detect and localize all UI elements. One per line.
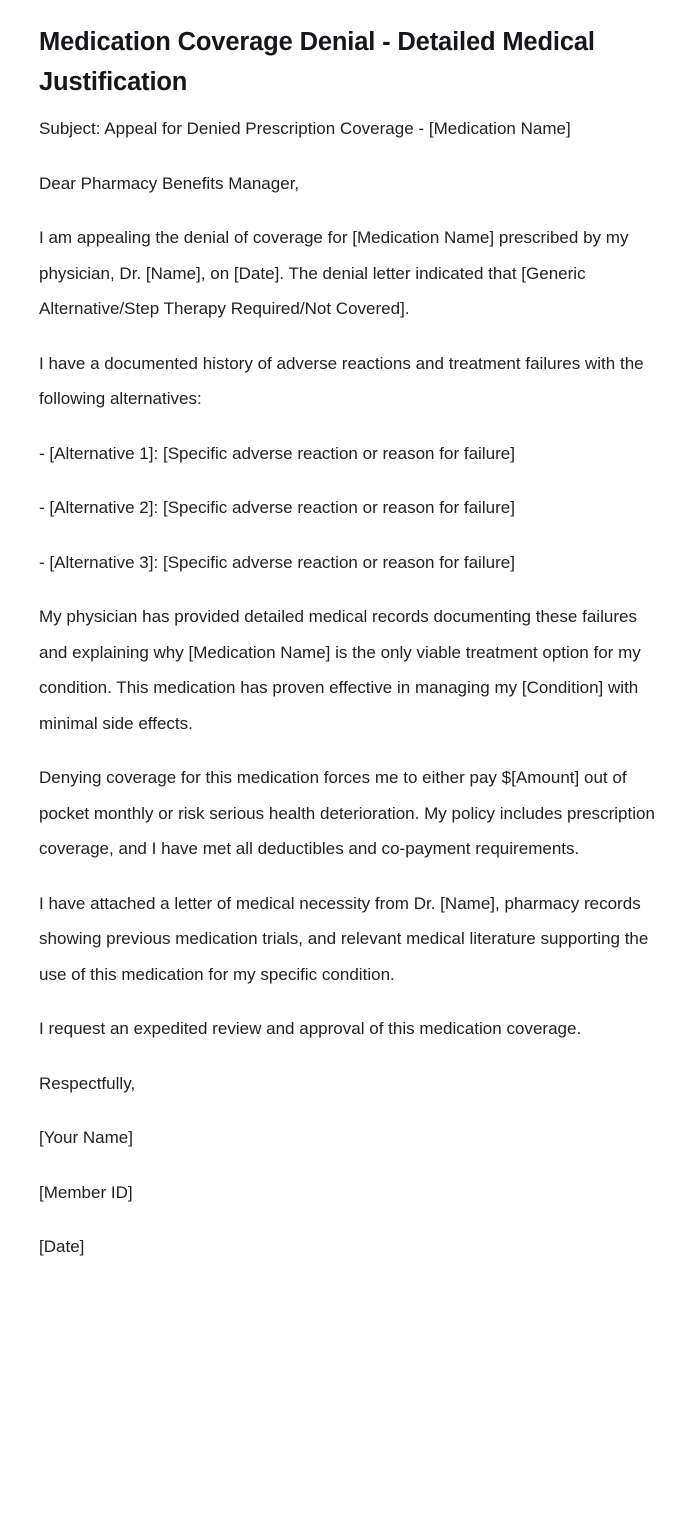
page-title: Medication Coverage Denial - Detailed Medical Justification — [39, 28, 595, 96]
paragraph-closing: Respectfully, — [39, 1073, 136, 1093]
paragraph-financial-impact: Denying coverage for this medication forces me to either pay $[Amount] out of pocket monthly or risk serious health deterioration. My policy includes prescription coverage, and I have met all deductibles and co-payment requirements. — [39, 768, 655, 858]
paragraph-attachments: I have attached a letter of medical necessity from Dr. [Name], pharmacy records showing previous medication trials, and relevant medical literature supporting the use of this medication for my specific condition. — [39, 893, 649, 984]
paragraph-request: I request an expedited review and approval of this medication coverage. — [39, 1019, 582, 1038]
paragraph-signature-member-id: [Member ID] — [39, 1182, 133, 1202]
list-item-alternative-2: - [Alternative 2]: [Specific adverse reaction or reason for failure] — [39, 498, 515, 517]
paragraph-history-intro: I have a documented history of adverse reactions and treatment failures with the following alternatives: — [39, 353, 644, 408]
paragraph-salutation: Dear Pharmacy Benefits Manager, — [39, 173, 300, 193]
list-item-alternative-1: - [Alternative 1]: [Specific adverse reaction or reason for failure] — [39, 443, 515, 463]
list-item-alternative-3: - [Alternative 3]: [Specific adverse reaction or reason for failure] — [39, 552, 515, 572]
paragraph-physician-records: My physician has provided detailed medical records documenting these failures and explaining why [Medication Name] is the only viable treatment option for my condition. This medication has proven effective in managing my [Condition] with minimal side effects. — [39, 607, 641, 733]
paragraph-subject: Subject: Appeal for Denied Prescription Coverage - [Medication Name] — [39, 119, 571, 138]
paragraph-signature-name: [Your Name] — [39, 1128, 133, 1147]
paragraph-signature-date: [Date] — [39, 1237, 85, 1256]
paragraph-appeal-statement: I am appealing the denial of coverage for [Medication Name] prescribed by my physician, Dr. [Name], on [Date]. The denial letter indicated that [Generic Alternative/Step Therapy Required/Not Covered]. — [39, 228, 629, 318]
